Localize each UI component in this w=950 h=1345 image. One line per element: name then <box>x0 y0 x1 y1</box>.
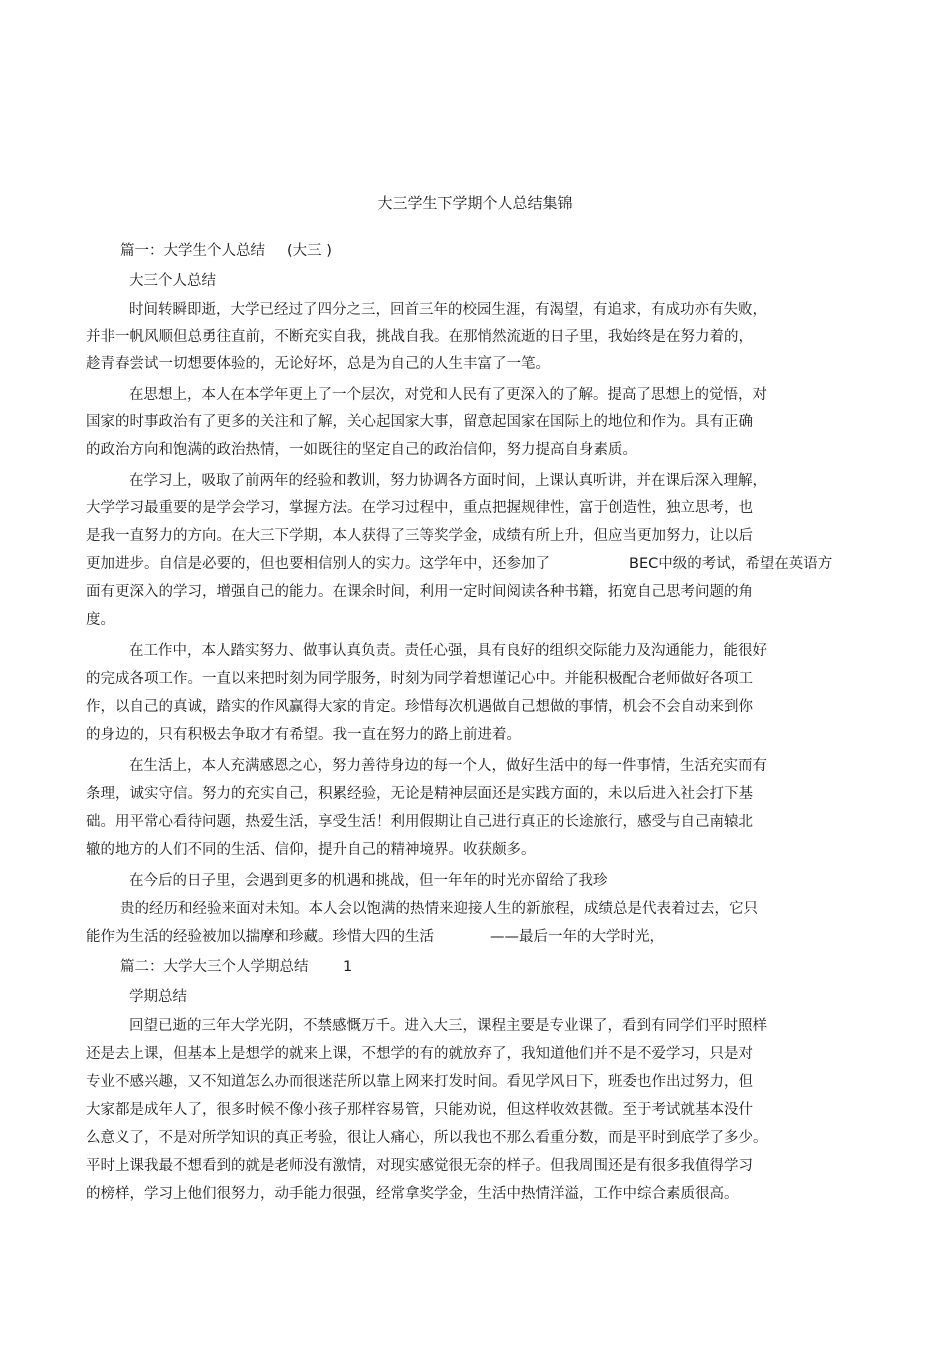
paragraph-line: 在学习上，吸取了前两年的经验和教训，努力协调各方面时间，上课认真听讲，并在课后深入理解， <box>129 473 767 489</box>
paragraph-line: 更加进步。自信是必要的，但也要相信别人的实力。这学年中，还参加了 <box>86 556 550 572</box>
paragraph-line: 的完成各项工作。一直以来把时刻为同学服务，时刻为同学着想谨记心中。并能积极配合老师做好各项工 <box>86 671 753 687</box>
paragraph-line: 能作为生活的经验被加以揣摩和珍藏。珍惜大四的生活 <box>86 929 434 945</box>
paragraph-line: 平时上课我最不想看到的就是老师没有激情，对现实感觉很无奈的样子。但我周围还是有很多我值得学习 <box>86 1158 753 1174</box>
document-title: 大三学生下学期个人总结集锦 <box>377 194 573 212</box>
paragraph-line: 贵的经历和经验来面对未知。本人会以饱满的热情来迎接人生的新旅程，成绩总是代表着过去，它只 <box>120 901 758 917</box>
section2-subheading: 学期总结 <box>129 989 187 1005</box>
paragraph-line: 大家都是成年人了，很多时候不像小孩子那样容易管，只能劝说，但这样收效甚微。至于考试就基本没什 <box>86 1102 753 1118</box>
paragraph-line: 面有更深入的学习，增强自己的能力。在课余时间，利用一定时间阅读各种书籍，拓宽自己思考问题的角 <box>86 584 753 600</box>
paragraph-line: 的政治方向和饱满的政治热情，一如既往的坚定自己的政治信仰，努力提高自身素质。 <box>86 442 637 458</box>
paragraph-line: ——最后一年的大学时光， <box>490 929 664 945</box>
paragraph-line: 在生活上，本人充满感恩之心，努力善待身边的每一个人，做好生活中的每一件事情，生活充实而有 <box>129 758 767 774</box>
paragraph-line: 回望已逝的三年大学光阴，不禁感慨万千。进入大三，课程主要是专业课了，看到有同学们平时照样 <box>129 1018 767 1034</box>
paragraph-line: 并非一帆风顺但总勇往直前，不断充实自我，挑战自我。在那悄然流逝的日子里，我始终是在努力着的， <box>86 329 753 345</box>
paragraph-line: 是我一直努力的方向。在大三下学期，本人获得了三等奖学金，成绩有所上升，但应当更加努力，让以后 <box>86 528 753 544</box>
section2-heading-suffix: 1 <box>343 959 353 975</box>
paragraph-line: 的身边的，只有积极去争取才有希望。我一直在努力的路上前进着。 <box>86 727 521 743</box>
section2-heading: 篇二：大学大三个人学期总结 <box>120 959 309 975</box>
paragraph-line: 趁青春尝试一切想要体验的，无论好坏，总是为自己的人生丰富了一笔。 <box>86 356 550 372</box>
paragraph-line: 作，以自己的真诚，踏实的作风赢得大家的肯定。珍惜每次机遇做自己想做的事情，机会不会自动来到你 <box>86 699 753 715</box>
section1-subheading: 大三个人总结 <box>129 273 216 289</box>
paragraph-line: 在工作中，本人踏实努力、做事认真负责。责任心强，具有良好的组织交际能力及沟通能力，能很好 <box>129 643 767 659</box>
paragraph-line: BEC中级的考试，希望在英语方 <box>629 556 833 572</box>
section1-heading: 篇一：大学生个人总结 <box>120 243 265 259</box>
paragraph-line: 么意义了，不是对所学知识的真正考验，很让人痛心，所以我也不那么看重分数，而是平时到底学了多少。 <box>86 1130 768 1146</box>
paragraph-line: 的榜样，学习上他们很努力，动手能力很强，经常拿奖学金，生活中热情洋溢，工作中综合素质很高。 <box>86 1186 739 1202</box>
paragraph-line: 国家的时事政治有了更多的关注和了解，关心起国家大事，留意起国家在国际上的地位和作为。具有正确 <box>86 414 753 430</box>
paragraph-line: 条理，诚实守信。努力的充实自己，积累经验，无论是精神层面还是实践方面的，未以后进入社会打下基 <box>86 786 753 802</box>
paragraph-line: 大学学习最重要的是学会学习，掌握方法。在学习过程中，重点把握规律性，富于创造性，独立思考，也 <box>86 500 753 516</box>
paragraph-line: 在今后的日子里，会遇到更多的机遇和挑战，但一年年的时光亦留给了我珍 <box>129 873 608 889</box>
paragraph-line: 辙的地方的人们不同的生活、信仰，提升自己的精神境界。收获颇多。 <box>86 842 536 858</box>
paragraph-line: 在思想上，本人在本学年更上了一个层次，对党和人民有了更深入的了解。提高了思想上的觉悟，对 <box>129 387 767 403</box>
section1-heading-suffix: (大三 ) <box>287 243 332 259</box>
paragraph-line: 时间转瞬即逝，大学已经过了四分之三，回首三年的校园生涯，有渴望，有追求，有成功亦有失败， <box>129 302 767 318</box>
paragraph-line: 度。 <box>86 612 115 628</box>
paragraph-line: 专业不感兴趣，又不知道怎么办而很迷茫所以靠上网来打发时间。看见学风日下，班委也作出过努力，但 <box>86 1074 753 1090</box>
paragraph-line: 还是去上课，但基本上是想学的就来上课，不想学的有的就放弃了，我知道他们并不是不爱学习，只是对 <box>86 1046 753 1062</box>
paragraph-line: 础。用平常心看待问题，热爱生活，享受生活！利用假期让自己进行真正的长途旅行，感受与自己南辕北 <box>86 814 753 830</box>
